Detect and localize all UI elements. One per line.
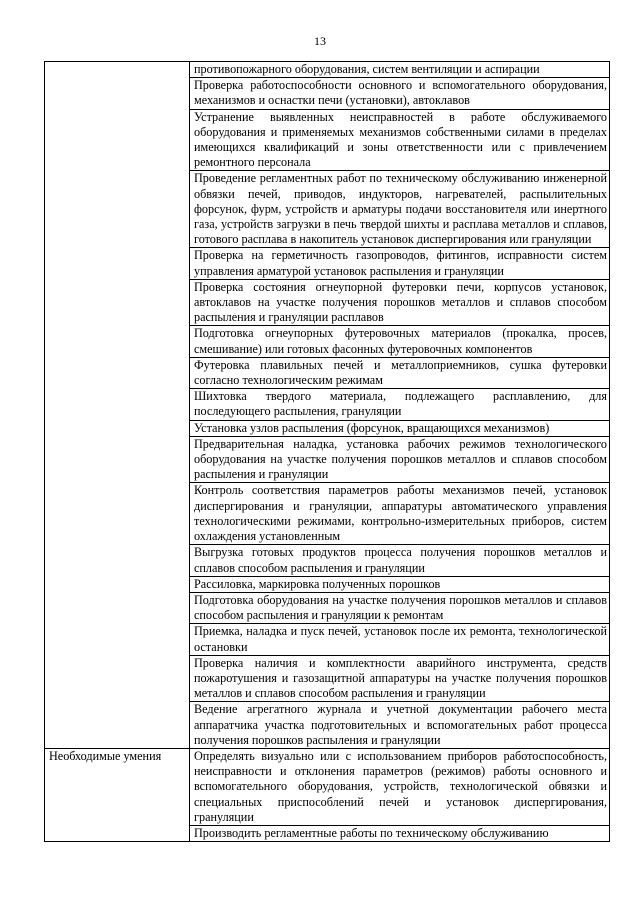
table-cell-text: Контроль соответствия параметров работы механизмов печей, установок диспергирования и грануляции, аппаратуры автоматического управления технологическими режимами, контрольно-измерительных приборов, систем охлаждения установленным [190,483,610,545]
skills-label-cell: Необходимые умения [45,748,190,841]
table-cell-text: Проведение регламентных работ по техническому обслуживанию инженерной обвязки печей, приводов, индукторов, нагревателей, распылительных форсунок, фурм, устройств и арматуры подачи восстановителя или инертного газа, устройств загрузки в печь твердой шихты и расплава металлов и сплавов, готового расплава в накопитель установок диспергирования или грануляции [190,171,610,248]
table-cell-text: Установка узлов распыления (форсунок, вращающихся механизмов) [190,420,610,436]
labor-actions-label-cell [45,62,190,749]
duties-table [44,61,610,842]
table-cell-text: Приемка, наладка и пуск печей, установок после их ремонта, технологической остановки [190,624,610,655]
table-cell-text: Футеровка плавильных печей и металлоприемников, сушка футеровки согласно технологическим режимам [190,357,610,388]
table-cell-text: Проверка работоспособности основного и вспомогательного оборудования, механизмов и оснастки печи (установки), автоклавов [190,78,610,109]
table-cell-text: противопожарного оборудования, систем вентиляции и аспирации [190,62,610,78]
page-number: 13 [314,34,326,48]
table-cell-text: Предварительная наладка, установка рабочих режимов технологического оборудования на участке получения порошков металлов и сплавов способом распыления и грануляции [190,436,610,483]
table-cell-text: Подготовка огнеупорных футеровочных материалов (прокалка, просев, смешивание) или готовых фасонных футеровочных компонентов [190,326,610,357]
table-cell-text: Определять визуально или с использованием приборов работоспособность, неисправности и отклонения параметров (режимов) работы основного и вспомогательного оборудования, устройств, технологической обвязки и специальных приспособлений печей и установок диспергирования, грануляции [190,748,610,825]
table-cell-text: Шихтовка твердого материала, подлежащего расплавлению, для последующего распыления, грануляции [190,389,610,420]
table-cell-text: Рассиловка, маркировка полученных порошков [190,576,610,592]
table-cell-text: Устранение выявленных неисправностей в работе обслуживаемого оборудования и применяемых механизмов собственными силами в пределах имеющихся квалификаций и зоны ответственности или с привлечением ремонтного персонала [190,109,610,171]
table-cell-text: Производить регламентные работы по техническому обслуживанию [190,825,610,841]
table-cell-text: Выгрузка готовых продуктов процесса получения порошков металлов и сплавов способом распыления и грануляции [190,545,610,576]
table-row [45,748,610,825]
table-cell-text: Ведение агрегатного журнала и учетной документации рабочего места аппаратчика участка подготовительных и вспомогательных работ процесса получения порошков распыления и грануляции [190,702,610,749]
table-cell-text: Проверка на герметичность газопроводов, фитингов, исправности систем управления арматурой установок распыления и грануляции [190,248,610,279]
table-cell-text: Проверка состояния огнеупорной футеровки печи, корпусов установок, автоклавов на участке получения порошков металлов и сплавов способом распыления и грануляции расплавов [190,279,610,326]
table-cell-text: Подготовка оборудования на участке получения порошков металлов и сплавов способом распыления и грануляции к ремонтам [190,592,610,623]
table-row [45,62,610,78]
table-cell-text: Проверка наличия и комплектности аварийного инструмента, средств пожаротушения и газозащитной аппаратуры на участке получения порошков металлов и сплавов способом распыления и грануляции [190,655,610,702]
